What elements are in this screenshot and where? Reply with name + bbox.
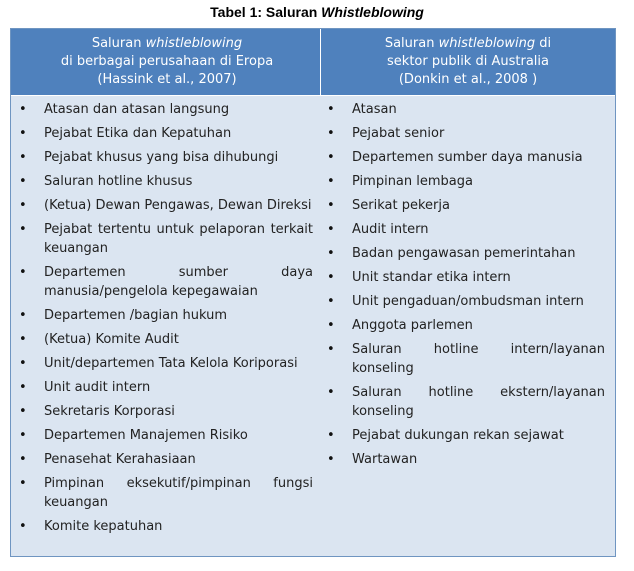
bullet-icon: • <box>19 126 27 141</box>
header-cell-australia <box>323 35 613 89</box>
europe-list-item <box>19 196 313 215</box>
europe-item-text: (Ketua) Komite Audit <box>44 332 179 347</box>
header-right-line1 <box>323 35 613 53</box>
europe-list-item <box>19 517 313 536</box>
bullet-icon: • <box>327 222 335 237</box>
europe-item-text: Pimpinan eksekutif/pimpinan fungsi keuangan <box>44 476 313 510</box>
europe-list-item <box>19 474 313 512</box>
australia-list-item <box>327 100 605 119</box>
europe-list-item <box>19 263 313 301</box>
europe-list-item <box>19 100 313 119</box>
europe-item-text: Pejabat khusus yang bisa dihubungi <box>44 150 279 165</box>
europe-list-item <box>19 378 313 397</box>
bullet-icon: • <box>19 308 27 323</box>
bullet-icon: • <box>19 519 27 534</box>
australia-item-text: Unit standar etika intern <box>352 270 511 285</box>
bullet-icon: • <box>327 246 335 261</box>
bullet-icon: • <box>19 222 27 237</box>
europe-list-item <box>19 306 313 325</box>
bullet-icon: • <box>19 198 27 213</box>
australia-item-text: Audit intern <box>352 222 429 237</box>
bullet-icon: • <box>19 102 27 117</box>
europe-item-text: Pejabat Etika dan Kepatuhan <box>44 126 232 141</box>
header-left-line3: (Hassink et al., 2007) <box>97 72 237 87</box>
australia-list-item <box>327 148 605 167</box>
header-right-line1-italic: whistleblowing <box>438 36 536 51</box>
europe-item-text: Penasehat Kerahasiaan <box>44 452 196 467</box>
australia-list-item <box>327 124 605 143</box>
header-left-line1-prefix: Saluran <box>91 36 146 51</box>
europe-item-text: (Ketua) Dewan Pengawas, Dewan Direksi <box>44 198 312 213</box>
bullet-icon: • <box>19 356 27 371</box>
australia-channel-list <box>327 100 605 474</box>
europe-list-item <box>19 450 313 469</box>
europe-list-item <box>19 172 313 191</box>
europe-item-text: Pejabat tertentu untuk pelaporan terkait keuangan <box>44 222 313 256</box>
europe-item-text: Sekretaris Korporasi <box>44 404 175 419</box>
australia-item-text: Departemen sumber daya manusia <box>352 150 583 165</box>
europe-item-text: Saluran hotline khusus <box>44 174 193 189</box>
europe-list-item <box>19 220 313 258</box>
australia-item-text: Pejabat senior <box>352 126 445 141</box>
table-header-row <box>11 29 615 96</box>
header-left-line1-italic: whistleblowing <box>145 36 243 51</box>
australia-item-text: Atasan <box>352 102 397 117</box>
australia-list-item <box>327 292 605 311</box>
europe-list-item <box>19 354 313 373</box>
australia-item-text: Saluran hotline ekstern/layanan konseling <box>352 385 605 419</box>
australia-list-item <box>327 196 605 215</box>
australia-item-text: Wartawan <box>352 452 418 467</box>
header-left-line1 <box>17 35 317 53</box>
europe-list-item <box>19 148 313 167</box>
bullet-icon: • <box>19 265 27 280</box>
bullet-icon: • <box>327 126 335 141</box>
bullet-icon: • <box>327 150 335 165</box>
bullet-icon: • <box>19 404 27 419</box>
table-caption-italic: Whistleblowing <box>321 4 424 20</box>
bullet-icon: • <box>327 294 335 309</box>
bullet-icon: • <box>19 174 27 189</box>
header-right-line1-prefix: Saluran <box>384 36 439 51</box>
europe-list-item <box>19 402 313 421</box>
australia-list-item <box>327 340 605 378</box>
bullet-icon: • <box>19 332 27 347</box>
bullet-icon: • <box>19 380 27 395</box>
whistleblowing-table <box>10 28 616 557</box>
bullet-icon: • <box>327 342 335 357</box>
europe-item-text: Departemen /bagian hukum <box>44 308 228 323</box>
bullet-icon: • <box>327 174 335 189</box>
australia-list-item <box>327 426 605 445</box>
australia-list-item <box>327 450 605 469</box>
australia-list-item <box>327 383 605 421</box>
bullet-icon: • <box>327 270 335 285</box>
australia-item-text: Pejabat dukungan rekan sejawat <box>352 428 564 443</box>
europe-item-text: Atasan dan atasan langsung <box>44 102 230 117</box>
australia-item-text: Serikat pekerja <box>352 198 450 213</box>
table-caption-prefix: Tabel 1: Saluran <box>210 4 322 20</box>
australia-item-text: Pimpinan lembaga <box>352 174 473 189</box>
bullet-icon: • <box>327 102 335 117</box>
europe-item-text: Unit audit intern <box>44 380 151 395</box>
australia-item-text: Anggota parlemen <box>352 318 473 333</box>
header-left-line2: di berbagai perusahaan di Eropa <box>60 54 274 69</box>
australia-list-item <box>327 172 605 191</box>
europe-channel-list <box>19 100 313 541</box>
australia-list-item <box>327 268 605 287</box>
bullet-icon: • <box>19 150 27 165</box>
bullet-icon: • <box>327 385 335 400</box>
header-right-line2: sektor publik di Australia <box>387 54 549 69</box>
bullet-icon: • <box>327 452 335 467</box>
australia-list-item <box>327 220 605 239</box>
header-divider <box>320 29 321 95</box>
australia-item-text: Saluran hotline intern/layanan konseling <box>352 342 605 376</box>
europe-item-text: Unit/departemen Tata Kelola Koriporasi <box>44 356 298 371</box>
australia-list-item <box>327 316 605 335</box>
europe-list-item <box>19 330 313 349</box>
header-right-line3: (Donkin et al., 2008 ) <box>398 72 538 87</box>
europe-item-text: Departemen Manajemen Risiko <box>44 428 248 443</box>
bullet-icon: • <box>327 318 335 333</box>
header-right-line1-suffix: di <box>535 36 552 51</box>
australia-item-text: Unit pengaduan/ombudsman intern <box>352 294 584 309</box>
australia-list-item <box>327 244 605 263</box>
europe-list-item <box>19 426 313 445</box>
australia-item-text: Badan pengawasan pemerintahan <box>352 246 576 261</box>
bullet-icon: • <box>19 476 27 491</box>
europe-list-item <box>19 124 313 143</box>
header-cell-europe <box>17 35 317 89</box>
bullet-icon: • <box>327 428 335 443</box>
europe-item-text: Komite kepatuhan <box>44 519 163 534</box>
bullet-icon: • <box>19 452 27 467</box>
table-caption <box>0 3 634 21</box>
bullet-icon: • <box>327 198 335 213</box>
bullet-icon: • <box>19 428 27 443</box>
europe-item-text: Departemen sumber daya manusia/pengelola kepegawaian <box>44 265 313 299</box>
